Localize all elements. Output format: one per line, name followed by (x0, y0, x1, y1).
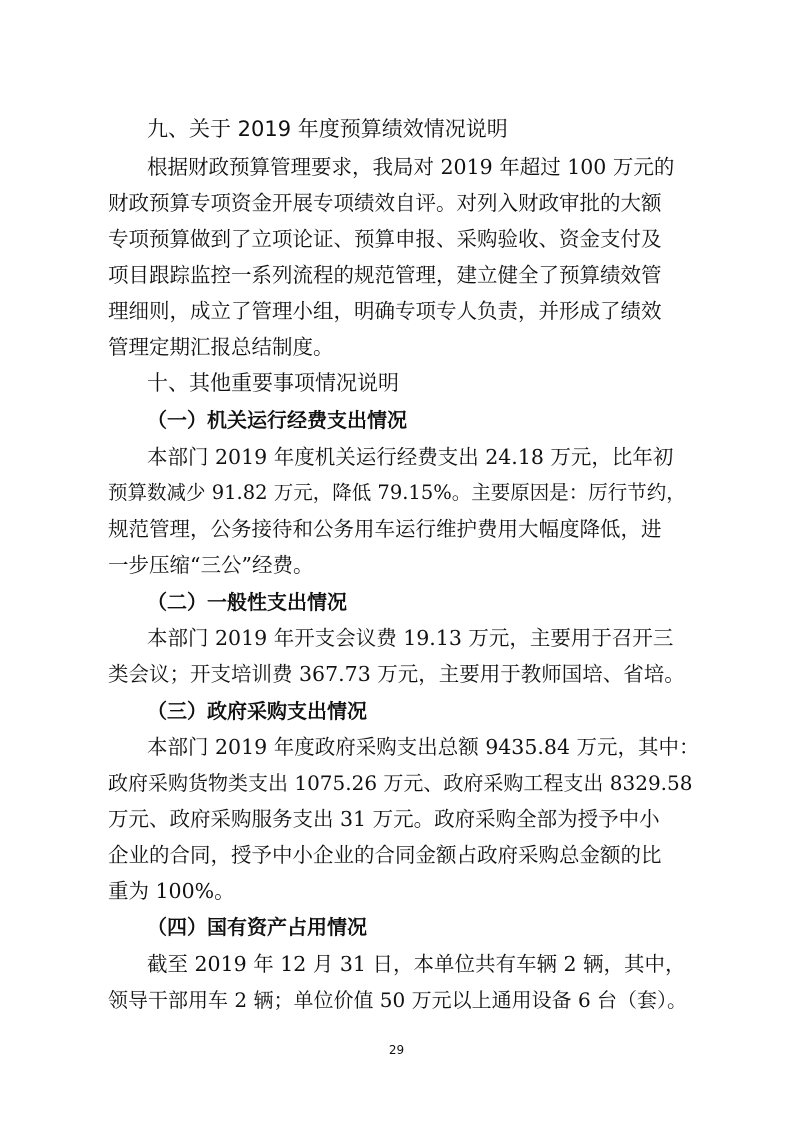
paragraph-line: 截至 2019 年 12 月 31 日，本单位共有车辆 2 辆，其中， (147, 952, 686, 976)
page-number: 29 (388, 1043, 405, 1057)
paragraph-line: 本部门 2019 年开支会议费 19.13 万元，主要用于召开三 (147, 626, 674, 650)
subsection-3-heading: （三）政府采购支出情况 (147, 699, 367, 723)
paragraph-line: 财政预算专项资金开展专项绩效自评。对列入财政审批的大额 (108, 191, 662, 215)
subsection-1-heading: （一）机关运行经费支出情况 (147, 408, 407, 432)
paragraph-line: 重为 100%。 (108, 879, 235, 903)
paragraph-line: 一步压缩“三公”经费。 (108, 553, 314, 577)
subsection-4-heading: （四）国有资产占用情况 (147, 915, 367, 939)
paragraph-line: 本部门 2019 年度政府采购支出总额 9435.84 万元，其中： (147, 735, 700, 759)
paragraph-line: 本部门 2019 年度机关运行经费支出 24.18 万元，比年初 (147, 445, 674, 469)
paragraph-line: 根据财政预算管理要求，我局对 2019 年超过 100 万元的 (147, 155, 675, 179)
paragraph-line: 项目跟踪监控一系列流程的规范管理，建立健全了预算绩效管 (108, 263, 662, 287)
paragraph-line: 预算数减少 91.82 万元，降低 79.15%。主要原因是：厉行节约， (108, 481, 686, 504)
paragraph-line: 管理定期汇报总结制度。 (108, 335, 334, 359)
section-10-heading: 十、其他重要事项情况说明 (147, 371, 399, 395)
paragraph-line: 企业的合同，授予中小企业的合同金额占政府采购总金额的比 (108, 843, 662, 867)
paragraph-line: 专项预算做到了立项论证、预算申报、采购验收、资金支付及 (108, 227, 662, 251)
paragraph-line: 规范管理，公务接待和公务用车运行维护费用大幅度降低，进 (108, 517, 662, 541)
paragraph-line: 领导干部用车 2 辆；单位价值 50 万元以上通用设备 6 台（套）。 (108, 988, 688, 1012)
paragraph-line: 政府采购货物类支出 1075.26 万元、政府采购工程支出 8329.58 (108, 771, 693, 795)
paragraph-line: 理细则，成立了管理小组，明确专项专人负责，并形成了绩效 (108, 299, 662, 323)
paragraph-line: 类会议；开支培训费 367.73 万元，主要用于教师国培、省培。 (108, 662, 685, 686)
section-9-heading: 九、关于 2019 年度预算绩效情况说明 (147, 117, 508, 141)
subsection-2-heading: （二）一般性支出情况 (147, 590, 347, 614)
paragraph-line: 万元、政府采购服务支出 31 万元。政府采购全部为授予中小 (108, 807, 660, 831)
